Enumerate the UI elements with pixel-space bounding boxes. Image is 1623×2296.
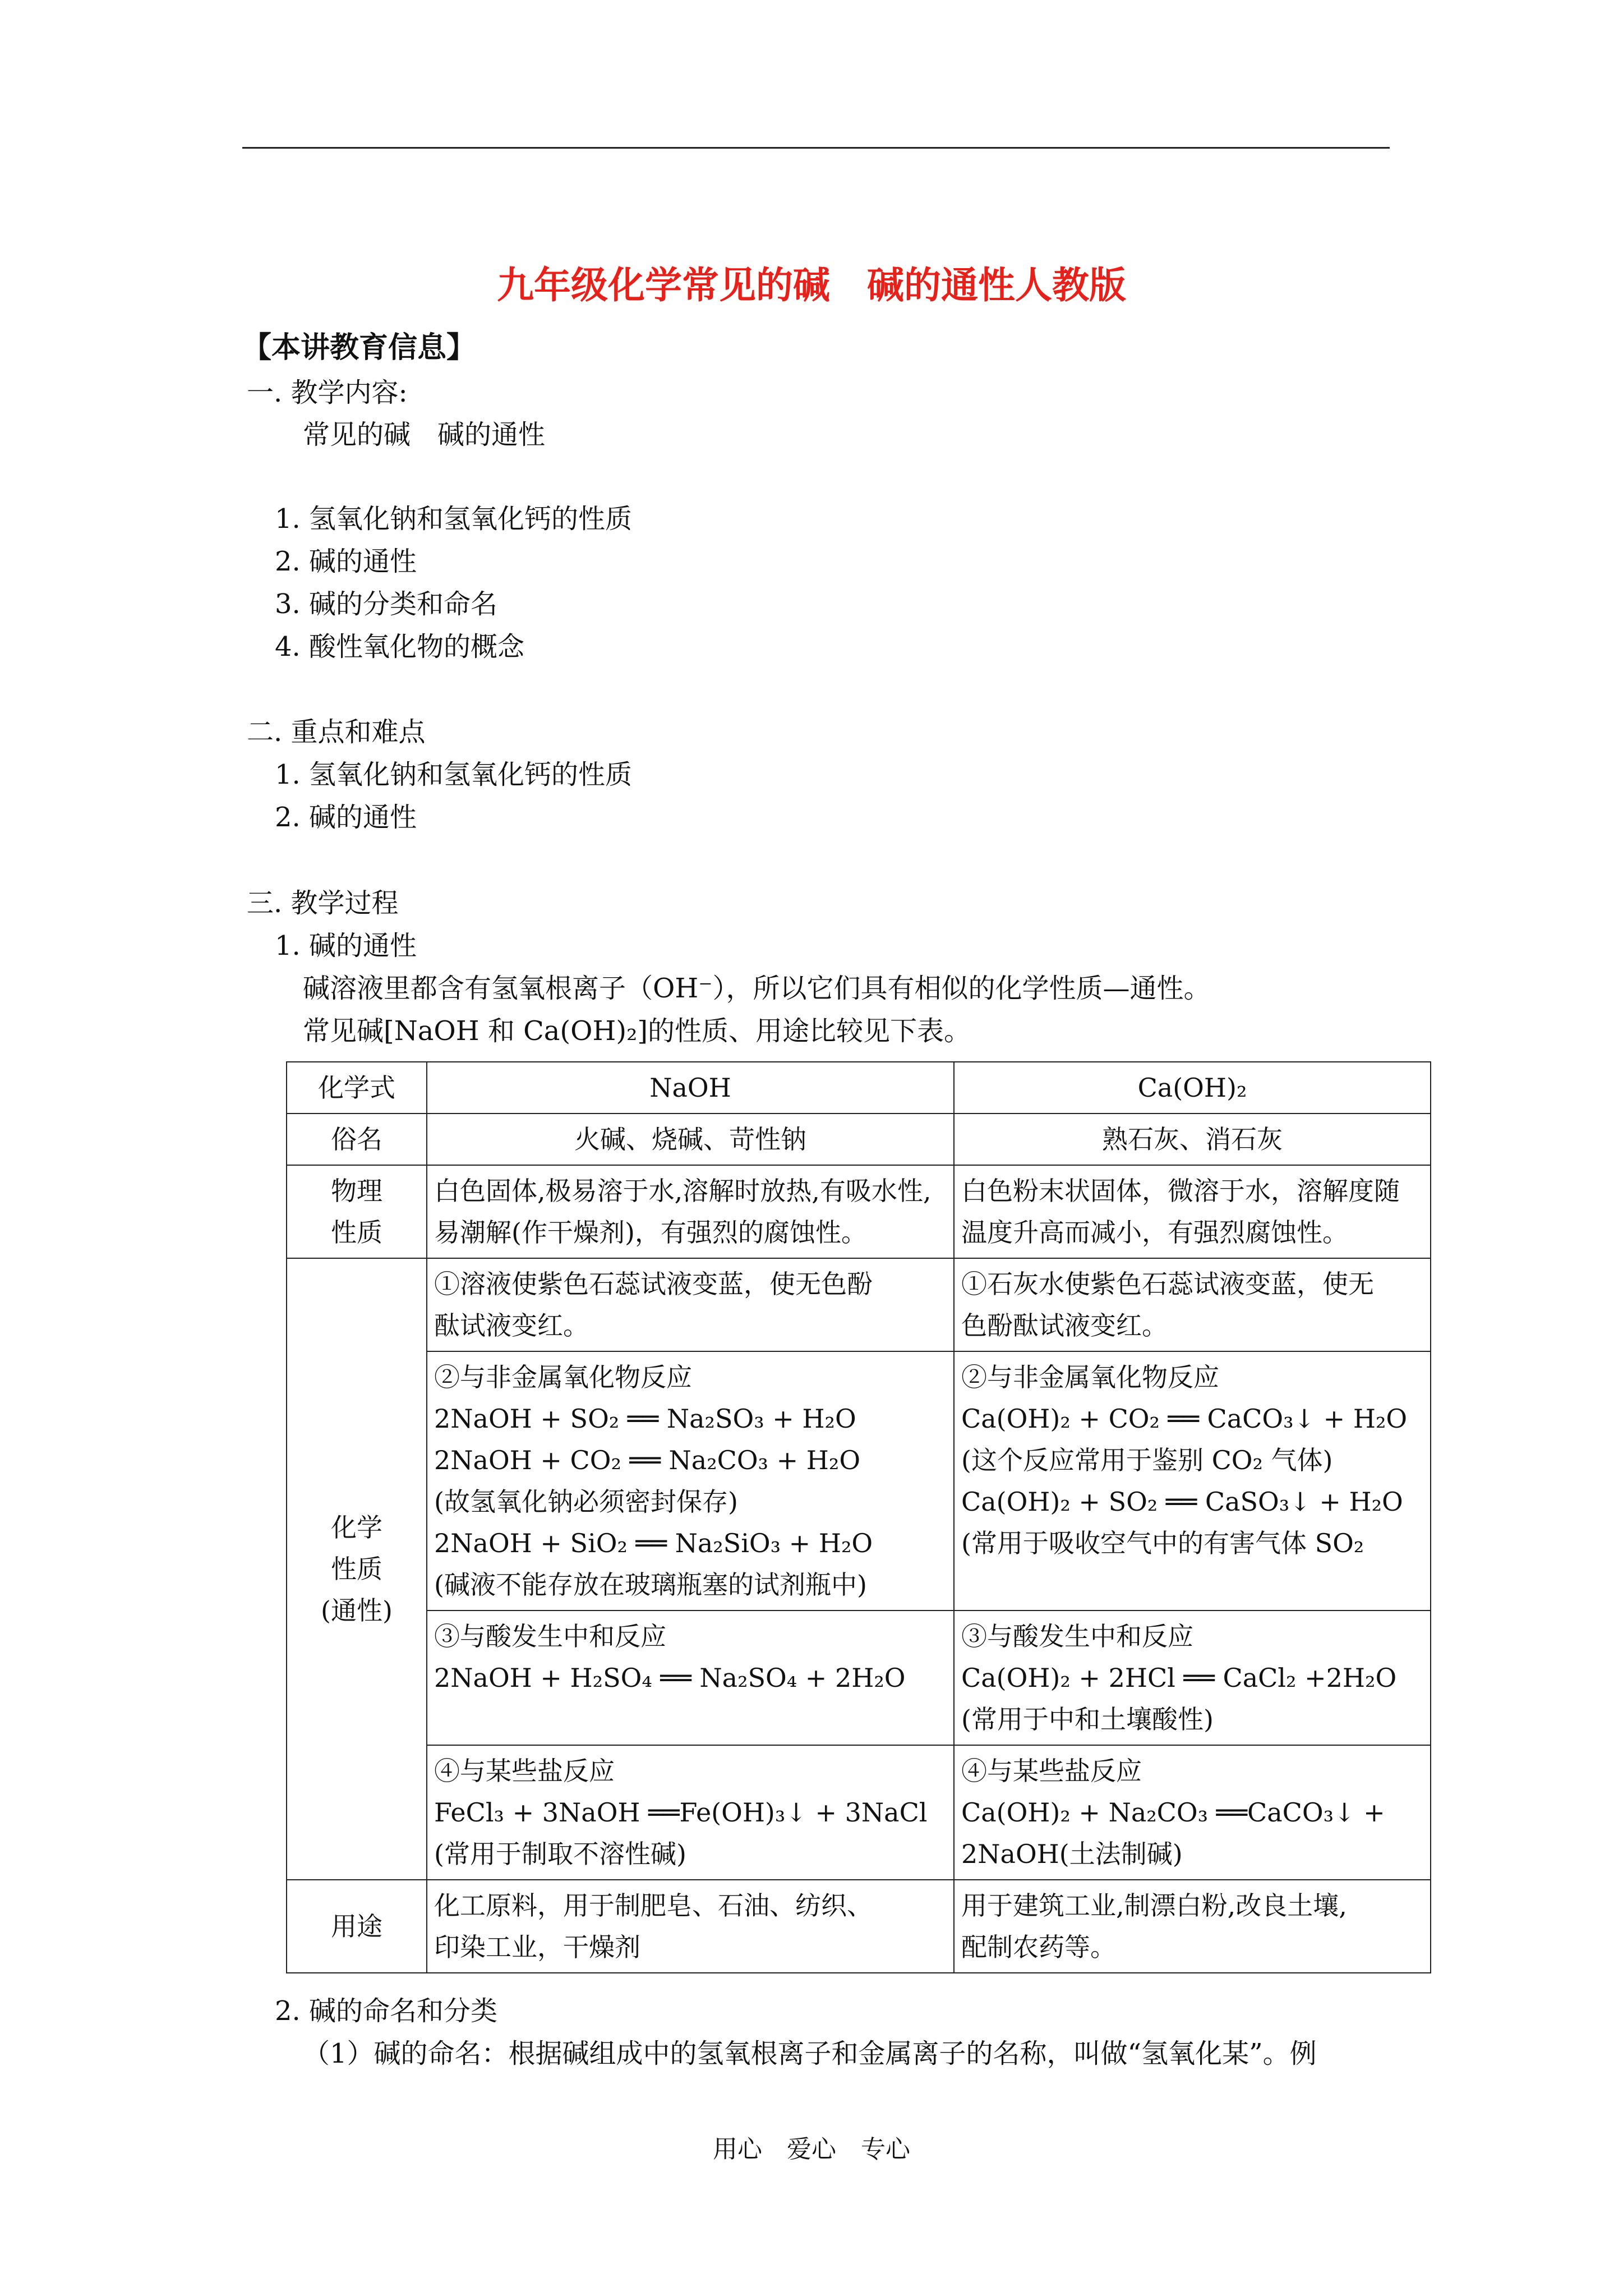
table-cell <box>954 1611 1431 1745</box>
cell-line: 化工原料，用于制肥皂、石油、纺织、 <box>434 1890 873 1921</box>
cell-line: Ca(OH)₂ + Na₂CO₃ ══CaCO₃↓ + <box>961 1797 1385 1828</box>
cell-line: 2NaOH + SiO₂ ══ Na₂SiO₃ + H₂O <box>434 1528 873 1558</box>
table-row <box>287 1351 1431 1611</box>
cell-line: ③与酸发生中和反应 <box>961 1621 1193 1651</box>
table-cell: 白色固体,极易溶于水,溶解时放热,有吸水性,易潮解(作干燥剂)，有强烈的腐蚀性。 <box>427 1165 954 1258</box>
part1-subtitle: 常见的碱 碱的通性 <box>303 419 546 450</box>
cell-line: Ca(OH)₂ + CO₂ ══ CaCO₃↓ + H₂O <box>961 1404 1408 1434</box>
row-label-line: 物理 <box>331 1176 382 1206</box>
table-cell <box>427 1880 954 1973</box>
table-header-cell: Ca(OH)₂ <box>954 1062 1431 1114</box>
table-row <box>287 1165 1431 1258</box>
cell-line: (常用于中和土壤酸性) <box>961 1704 1214 1734</box>
table-row <box>287 1062 1431 1114</box>
cell-line: 2NaOH + CO₂ ══ Na₂CO₃ + H₂O <box>434 1445 861 1475</box>
cell-line: ④与某些盐反应 <box>961 1756 1142 1786</box>
header-rule <box>242 147 1390 149</box>
cell-line: 用于建筑工业,制漂白粉,改良土壤, <box>961 1890 1347 1921</box>
table-cell <box>954 1880 1431 1973</box>
table-cell <box>954 1258 1431 1351</box>
table-row <box>287 1611 1431 1745</box>
table-cell: 白色粉末状固体，微溶于水，溶解度随温度升高而减小，有强烈腐蚀性。 <box>954 1165 1431 1258</box>
table-header-cell <box>287 1165 427 1258</box>
cell-line: FeCl₃ + 3NaOH ══Fe(OH)₃↓ + 3NaCl <box>434 1797 928 1828</box>
cell-line: 2NaOH(土法制碱) <box>961 1839 1183 1869</box>
cell-line: (碱液不能存放在玻璃瓶塞的试剂瓶中) <box>434 1570 867 1600</box>
table-row <box>287 1880 1431 1973</box>
section-header: 【本讲教育信息】 <box>242 331 476 365</box>
cell-line: ②与非金属氧化物反应 <box>434 1362 692 1392</box>
table-row <box>287 1114 1431 1165</box>
cell-line: 色酚酞试液变红。 <box>961 1310 1168 1341</box>
table-row <box>287 1258 1431 1351</box>
part3-sub1: 1. 碱的通性 <box>275 930 417 961</box>
part3-sub2: 2. 碱的命名和分类 <box>275 1995 498 2027</box>
base-properties-table <box>286 1061 1431 1973</box>
row-label-line: 性质 <box>331 1554 382 1584</box>
table-header-cell: NaOH <box>427 1062 954 1114</box>
part2-item: 2. 碱的通性 <box>275 802 417 833</box>
table-row <box>287 1745 1431 1880</box>
page-footer: 用心 爱心 专心 <box>713 2135 910 2164</box>
part1-item: 4. 酸性氧化物的概念 <box>275 631 525 662</box>
part3-heading: 三. 教学过程 <box>247 887 399 919</box>
part2-item: 1. 氢氧化钠和氢氧化钙的性质 <box>275 759 633 790</box>
part1-item: 1. 氢氧化钠和氢氧化钙的性质 <box>275 503 633 535</box>
cell-line: 印染工业，干燥剂 <box>434 1932 640 1962</box>
row-label-line: (通性) <box>321 1595 393 1626</box>
table-cell <box>427 1258 954 1351</box>
cell-line: ③与酸发生中和反应 <box>434 1621 666 1651</box>
cell-line: 酞试液变红。 <box>434 1310 589 1341</box>
cell-line: Ca(OH)₂ + 2HCl ══ CaCl₂ +2H₂O <box>961 1663 1397 1693</box>
cell-line: ②与非金属氧化物反应 <box>961 1362 1219 1392</box>
part1-item: 3. 碱的分类和命名 <box>275 588 498 620</box>
table-header-cell: 用途 <box>287 1880 427 1973</box>
table-header-cell: 俗名 <box>287 1114 427 1165</box>
cell-line: (这个反应常用于鉴别 CO₂ 气体) <box>961 1445 1333 1475</box>
cell-line: 2NaOH + SO₂ ══ Na₂SO₃ + H₂O <box>434 1404 856 1434</box>
cell-line: ①溶液使紫色石蕊试液变蓝，使无色酚 <box>434 1269 873 1299</box>
table-cell: 熟石灰、消石灰 <box>954 1114 1431 1165</box>
table-header-cell: 化学式 <box>287 1062 427 1114</box>
cell-line: Ca(OH)₂ + SO₂ ══ CaSO₃↓ + H₂O <box>961 1487 1403 1517</box>
cell-line: (故氢氧化钠必须密封保存) <box>434 1487 738 1517</box>
table-cell: 火碱、烧碱、苛性钠 <box>427 1114 954 1165</box>
part3-para2: 常见碱[NaOH 和 Ca(OH)₂]的性质、用途比较见下表。 <box>303 1015 971 1047</box>
part1-item: 2. 碱的通性 <box>275 546 417 577</box>
part3-para1: 碱溶液里都含有氢氧根离子（OH⁻），所以它们具有相似的化学性质—通性。 <box>303 973 1211 1004</box>
row-label-line: 性质 <box>331 1217 382 1248</box>
page-title: 九年级化学常见的碱 碱的通性人教版 <box>497 264 1126 307</box>
table-cell <box>427 1611 954 1745</box>
part1-heading: 一. 教学内容: <box>247 377 408 408</box>
cell-line: 配制农药等。 <box>961 1932 1116 1962</box>
part2-heading: 二. 重点和难点 <box>247 716 426 748</box>
part3-naming-para: （1）碱的命名：根据碱组成中的氢氧根离子和金属离子的名称，叫做“氢氧化某”。例 <box>303 2038 1317 2069</box>
cell-line: ①石灰水使紫色石蕊试液变蓝，使无 <box>961 1269 1374 1299</box>
table-cell <box>427 1745 954 1880</box>
table-header-cell <box>287 1258 427 1880</box>
table-cell <box>954 1351 1431 1611</box>
table-cell <box>954 1745 1431 1880</box>
cell-line: (常用于吸收空气中的有害气体 SO₂ <box>961 1528 1364 1558</box>
cell-line: 2NaOH + H₂SO₄ ══ Na₂SO₄ + 2H₂O <box>434 1663 906 1693</box>
cell-line: (常用于制取不溶性碱) <box>434 1839 686 1869</box>
row-label-line: 化学 <box>331 1512 382 1543</box>
table-cell <box>427 1351 954 1611</box>
cell-line: ④与某些盐反应 <box>434 1756 615 1786</box>
